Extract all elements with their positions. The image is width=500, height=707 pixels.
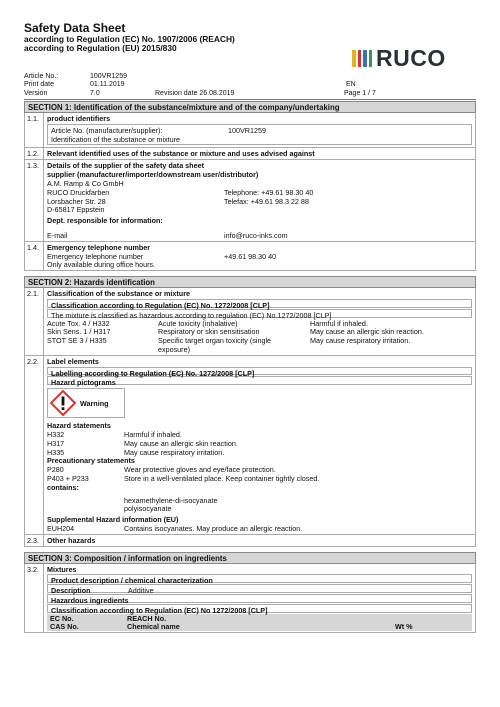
hazard-class-statement: May cause respiratory irritation. bbox=[310, 336, 411, 346]
identification-label: Identification of the substance or mixture bbox=[51, 134, 181, 144]
office-hours-note: Only available during office hours. bbox=[47, 260, 156, 270]
mixture-classified-text: The mixture is classified as hazardous according to regulation (EC) No.1272/2008 [CLP] bbox=[47, 309, 472, 318]
subsection-number: 2.2. bbox=[24, 356, 44, 535]
supplier-heading: supplier (manufacturer/importer/downstream user/distributor) bbox=[47, 170, 259, 180]
subsection-heading: Emergency telephone number bbox=[47, 242, 151, 252]
telephone: Telephone: +49.61 98.30 40 bbox=[224, 187, 314, 197]
document-subtitle-eu: according to Regulation (EU) 2015/830 bbox=[24, 43, 177, 54]
chemical-name-header: Chemical name bbox=[127, 622, 180, 632]
precaution-code: P280 bbox=[47, 465, 64, 475]
precaution-text: Store in a well-ventilated place. Keep container tightly closed. bbox=[124, 473, 320, 483]
subsection-number: 1.2. bbox=[24, 148, 44, 160]
reach-no-header: REACH No. bbox=[127, 613, 167, 623]
page-number: Page 1 / 7 bbox=[344, 89, 376, 97]
clp-classification-heading: Classification according to Regulation (EC) No. 1272/2008 [CLP] bbox=[47, 299, 472, 308]
logo-color-bars bbox=[352, 50, 372, 67]
subsection-heading: Classification of the substance or mixture bbox=[47, 289, 190, 299]
subsection-heading: Other hazards bbox=[47, 535, 96, 545]
contains-item: hexamethylene-di-isocyanate bbox=[124, 495, 218, 505]
subsection-heading: Relevant identified uses of the substance or mixture and uses advised against bbox=[47, 149, 315, 159]
ruco-logo bbox=[352, 46, 446, 70]
ec-no-header: EC No. bbox=[50, 613, 74, 623]
article-no-field-value: 100VR1259 bbox=[228, 125, 266, 135]
version-value: 7.0 bbox=[90, 89, 100, 97]
subsection-number: 1.4. bbox=[24, 242, 44, 271]
hazard-statements-heading: Hazard statements bbox=[47, 421, 111, 431]
precaution-code: P403 + P233 bbox=[47, 473, 89, 483]
hazard-code: H332 bbox=[47, 429, 65, 439]
hazard-class-code: Acute Tox. 4 / H332 bbox=[47, 318, 110, 328]
cas-no-header: CAS No. bbox=[50, 622, 79, 632]
hazard-class-code: Skin Sens. 1 / H317 bbox=[47, 327, 111, 337]
telefax: Telefax: +49.61 98.3 22 88 bbox=[224, 196, 309, 206]
exclamation-mark-icon bbox=[50, 390, 76, 416]
subsection-heading: Details of the supplier of the safety data sheet bbox=[47, 161, 204, 171]
clp-ingredients-heading: Classification according to Regulation (EC) No 1272/2008 [CLP] bbox=[47, 604, 472, 613]
document-title: Safety Data Sheet bbox=[24, 21, 126, 35]
print-date-label: Print date bbox=[24, 81, 54, 89]
description-value: Additive bbox=[128, 586, 154, 596]
street-address: Lorsbacher Str. 28 bbox=[47, 196, 106, 206]
description-label: Description bbox=[51, 586, 91, 596]
company-name: A.M. Ramp & Co GmbH bbox=[47, 178, 124, 188]
hazard-code: H335 bbox=[47, 447, 65, 457]
subsection-number: 3.2. bbox=[24, 564, 44, 634]
hazard-class-statement: May cause an allergic skin reaction. bbox=[310, 327, 424, 337]
article-no-field-label: Article No. (manufacturer/supplier): bbox=[51, 125, 163, 135]
subsection-heading: Label elements bbox=[47, 356, 99, 366]
section-2-title: SECTION 2: Hazards identification bbox=[24, 276, 476, 288]
section-1-title: SECTION 1: Identification of the substance/mixture and of the company/undertaking bbox=[24, 101, 476, 113]
emergency-phone-value: +49.61 98.30 40 bbox=[224, 251, 277, 261]
contains-item: polyisocyanate bbox=[124, 504, 172, 514]
precaution-text: Wear protective gloves and eye/face protection. bbox=[124, 465, 276, 475]
hazard-class-category: Respiratory or skin sensitisation bbox=[158, 327, 260, 337]
version-label: Version bbox=[24, 89, 48, 97]
subsection-number: 1.3. bbox=[24, 160, 44, 241]
email-label: E-mail bbox=[47, 230, 68, 240]
subsection-number: 1.1. bbox=[24, 113, 44, 148]
hazard-class-category: Acute toxicity (inhalative) bbox=[158, 318, 238, 328]
document-header bbox=[24, 22, 235, 54]
header-divider bbox=[24, 99, 476, 100]
logo-wordmark: RUCO bbox=[376, 44, 446, 71]
hazard-code: H317 bbox=[47, 438, 65, 448]
product-description-heading: Product description / chemical characterization bbox=[47, 574, 472, 583]
pictograms-heading: Hazard pictograms bbox=[47, 376, 472, 385]
subsection-heading: Mixtures bbox=[47, 564, 77, 574]
hazard-class-category: Specific target organ toxicity (single bbox=[158, 336, 272, 346]
company-division: RUCO Druckfarben bbox=[47, 187, 110, 197]
wt-percent-header: Wt % bbox=[395, 622, 413, 632]
language-code: EN bbox=[346, 81, 356, 89]
article-no-value: 100VR1259 bbox=[90, 73, 127, 80]
hazard-class-code: STOT SE 3 / H335 bbox=[47, 336, 107, 346]
emergency-phone-label: Emergency telephone number bbox=[47, 251, 144, 261]
document-subtitle-reach: according to Regulation (EC) No. 1907/2006 (REACH) bbox=[24, 33, 235, 44]
ghs-pictogram-row bbox=[47, 388, 472, 418]
sds-body bbox=[24, 101, 476, 633]
hazard-class-code bbox=[47, 345, 158, 354]
supplemental-text: Contains isocyanates. May produce an allergic reaction. bbox=[124, 523, 303, 533]
print-date-value: 01.11.2019 bbox=[90, 81, 125, 89]
hazard-text: May cause an allergic skin reaction. bbox=[124, 438, 238, 448]
contains-label: contains: bbox=[47, 482, 79, 492]
subsection-heading: product identifiers bbox=[47, 114, 111, 123]
subsection-number: 2.1. bbox=[24, 288, 44, 356]
hazard-text: Harmful if inhaled. bbox=[124, 429, 182, 439]
dept-responsible: Dept. responsible for information: bbox=[47, 216, 163, 226]
labelling-heading: Labelling according to Regulation (EC) No. 1272/2008 [CLP] bbox=[47, 367, 472, 376]
supplemental-heading: Supplemental Hazard information (EU) bbox=[47, 515, 179, 525]
email-value: info@ruco-inks.com bbox=[224, 230, 288, 240]
hazard-class-statement: Harmful if inhaled. bbox=[310, 318, 368, 328]
section-3-title: SECTION 3: Composition / information on ingredients bbox=[24, 552, 476, 564]
precautionary-heading: Precautionary statements bbox=[47, 456, 135, 466]
hazard-text: May cause respiratory irritation. bbox=[124, 447, 225, 457]
subsection-number: 2.3. bbox=[24, 535, 44, 547]
article-no-label: Article No.: bbox=[24, 73, 59, 80]
hazard-class-category: exposure) bbox=[158, 344, 190, 354]
city-address: D-65817 Eppstein bbox=[47, 205, 105, 215]
hazardous-ingredients-heading: Hazardous ingredients bbox=[47, 594, 472, 603]
revision-date: Revision date 26.08.2019 bbox=[155, 89, 235, 97]
signal-word: Warning bbox=[80, 398, 109, 408]
document-meta bbox=[24, 73, 476, 98]
supplemental-code: EUH204 bbox=[47, 523, 75, 533]
